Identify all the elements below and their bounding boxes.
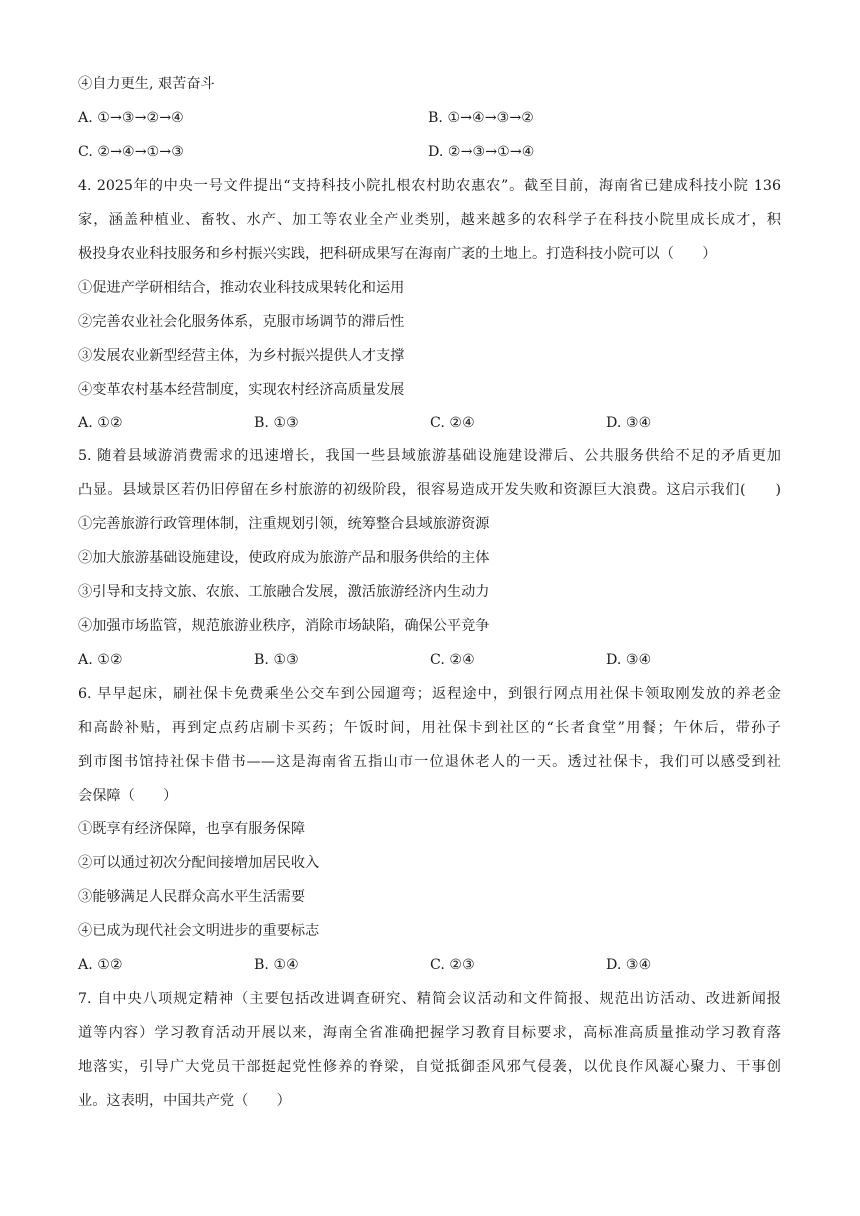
q6-choice-b: B. ①④ [254,957,299,973]
q4-item: ③发展农业新型经营主体，为乡村振兴提供人才支撑 [78,348,405,364]
q4-stem-line: 4. 2025年的中央一号文件提出“支持科技小院扎根农村助农惠农”。截至目前，海南省已建成科技小院 136 [78,178,781,194]
q6-item: ③能够满足人民群众高水平生活需要 [78,889,306,905]
q4-choice-b: B. ①③ [254,415,299,431]
q4-choice-c: C. ②④ [430,415,475,431]
q4-choice-a: A. ①② [78,415,123,431]
q5-choice-b: B. ①③ [254,652,299,668]
q6-item: ④已成为现代社会文明进步的重要标志 [78,923,320,939]
prev-choice-c: C. ②→④→①→③ [78,144,184,160]
q5-stem-line: 5. 随着县域游消费需求的迅速增长，我国一些县域旅游基础设施建设滞后、公共服务供给不足的矛盾更加 [78,448,781,464]
q6-choice-d: D. ③④ [606,957,652,973]
prev-item-4: ④自力更生, 艰苦奋斗 [78,76,215,92]
q7-stem-line: 道等内容）学习教育活动开展以来，海南全省准确把握学习教育目标要求，高标准高质量推动学习教育落 [78,1025,781,1041]
q5-stem-line: 凸显。县域景区若仍旧停留在乡村旅游的初级阶段，很容易造成开发失败和资源巨大浪费。这启示我们( ) [78,482,781,498]
q5-item: ①完善旅游行政管理体制，注重规划引领，统筹整合县域旅游资源 [78,516,490,532]
q6-stem-line: 和高龄补贴，再到定点药店刷卡买药；午饭时间，用社保卡到社区的“长者食堂”用餐；午休后，带孙子 [78,720,781,736]
q4-item: ④变革农村基本经营制度，实现农村经济高质量发展 [78,382,405,398]
q7-stem-line: 地落实，引导广大党员干部挺起党性修养的脊梁，自觉抵御歪风邪气侵袭，以优良作风凝心聚力、干事创 [78,1059,781,1075]
q6-stem-line: 会保障（ ） [78,788,178,804]
q7-stem-line: 7. 自中央八项规定精神（主要包括改进调查研究、精简会议活动和文件简报、规范出访活动、改进新闻报 [78,991,781,1007]
q6-item: ①既享有经济保障，也享有服务保障 [78,821,306,837]
q6-stem-line: 6. 早早起床，刷社保卡免费乘坐公交车到公园遛弯；返程途中，到银行网点用社保卡领取刚发放的养老金 [78,686,781,702]
q5-item: ②加大旅游基础设施建设，使政府成为旅游产品和服务供给的主体 [78,550,490,566]
q6-choice-a: A. ①② [78,957,123,973]
q5-choice-d: D. ③④ [606,652,652,668]
q5-item: ③引导和支持文旅、农旅、工旅融合发展，激活旅游经济内生动力 [78,584,490,600]
q6-choice-c: C. ②③ [430,957,475,973]
q4-choice-d: D. ③④ [606,415,652,431]
q4-stem-line: 家，涵盖种植业、畜牧、水产、加工等农业全产业类别，越来越多的农科学子在科技小院里成长成才，积 [78,212,781,228]
q4-item: ②完善农业社会化服务体系，克服市场调节的滞后性 [78,314,405,330]
q5-choice-a: A. ①② [78,652,123,668]
q4-stem-line: 极投身农业科技服务和乡村振兴实践，把科研成果写在海南广袤的土地上。打造科技小院可以（ ） [78,246,717,262]
q6-item: ②可以通过初次分配间接增加居民收入 [78,855,320,871]
q6-stem-line: 到市图书馆持社保卡借书——这是海南省五指山市一位退休老人的一天。透过社保卡，我们可以感受到社 [78,754,781,770]
prev-choice-d: D. ②→③→①→④ [428,144,535,160]
prev-choice-b: B. ①→④→③→② [428,110,534,126]
prev-choice-a: A. ①→③→②→④ [78,110,184,126]
q5-item: ④加强市场监管，规范旅游业秩序，消除市场缺陷，确保公平竞争 [78,618,490,634]
q4-item: ①促进产学研相结合，推动农业科技成果转化和运用 [78,280,405,296]
q7-stem-line: 业。这表明，中国共产党（ ） [78,1093,291,1109]
q5-choice-c: C. ②④ [430,652,475,668]
